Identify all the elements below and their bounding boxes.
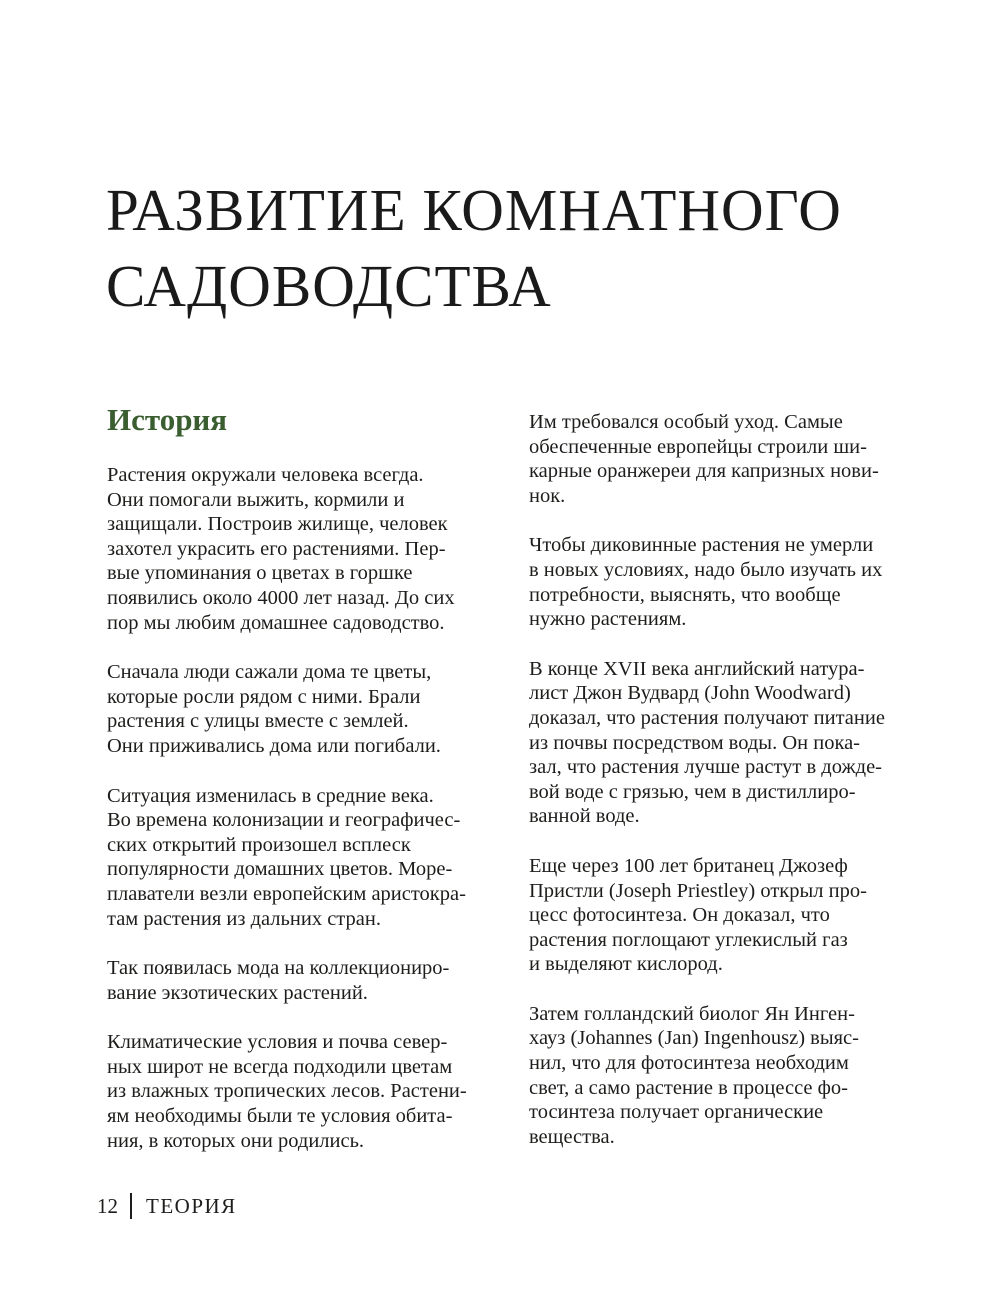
text-line: нужно растениям. — [529, 608, 687, 631]
text-line: Они помогали выжить, кормили и — [107, 488, 405, 511]
text-line: вещества. — [529, 1125, 615, 1148]
text-line: захотел украсить его растениями. Пер- — [107, 537, 446, 560]
text-line: карные оранжереи для капризных нови- — [529, 460, 879, 483]
text-line: Климатические условия и почва север- — [107, 1031, 448, 1054]
paragraph — [107, 1030, 507, 1153]
text-line: свет, а само растение в процессе фо- — [529, 1076, 849, 1099]
paragraph — [107, 660, 507, 758]
text-line: нок. — [529, 484, 566, 507]
text-line: защищали. Построив жилище, человек — [107, 513, 448, 536]
text-line: Растения окружали человека всегда. — [107, 464, 424, 486]
page-footer — [97, 1193, 237, 1219]
text-line: ских открытий произошел всплеск — [107, 833, 411, 856]
text-line: ных широт не всегда подходили цветам — [107, 1055, 453, 1078]
page-title-line: РАЗВИТИЕ КОМНАТНОГО — [106, 177, 842, 243]
text-line: вание экзотических растений. — [107, 981, 368, 1004]
text-line: лист Джон Вудвард (John Woodward) — [529, 682, 851, 705]
text-line: хауз (Johannes (Jan) Ingenhousz) выяс- — [529, 1027, 859, 1050]
text-line: вой воде с грязью, чем в дистиллиро- — [529, 780, 856, 803]
text-line: В конце XVII века английский натура- — [529, 657, 865, 680]
text-line: растения с улицы вместе с землей. — [107, 710, 409, 733]
paragraph — [529, 410, 929, 508]
text-line: которые росли рядом с ними. Брали — [107, 685, 421, 708]
text-line: из почвы посредством воды. Он пока- — [529, 731, 861, 754]
text-line: Во времена колонизации и географичес- — [107, 809, 461, 832]
text-line: Еще через 100 лет британец Джозеф — [529, 854, 848, 877]
paragraph — [107, 463, 507, 635]
text-line: ям необходимы были те условия обита- — [107, 1105, 453, 1128]
text-line: вые упоминания о цветах в горшке — [107, 562, 413, 585]
text-line: Им требовался особый уход. Самые — [529, 411, 843, 433]
page-title-line: САДОВОДСТВА — [106, 253, 552, 319]
text-line: нил, что для фотосинтеза необходим — [529, 1052, 849, 1075]
text-line: Так появилась мода на коллекциониро- — [107, 957, 450, 980]
text-line: Ситуация изменилась в средние века. — [107, 784, 434, 807]
text-line: Сначала люди сажали дома те цветы, — [107, 661, 432, 684]
text-line: растения поглощают углекислый газ — [529, 928, 848, 951]
text-line: популярности домашних цветов. Море- — [107, 858, 453, 881]
text-line: из влажных тропических лесов. Растени- — [107, 1080, 467, 1103]
text-line: цесс фотосинтеза. Он доказал, что — [529, 904, 830, 927]
paragraph — [529, 533, 929, 631]
text-line: Они приживались дома или погибали. — [107, 734, 441, 757]
paragraph — [529, 854, 929, 977]
text-line: тосинтеза получает органические — [529, 1101, 824, 1124]
paragraph — [107, 956, 507, 1005]
paragraph — [529, 657, 929, 829]
right-column — [529, 410, 929, 1174]
text-line: зал, что растения лучше растут в дожде- — [529, 756, 882, 779]
text-line: и выделяют кислород. — [529, 953, 723, 976]
text-line: появились около 4000 лет назад. До сих — [107, 586, 455, 609]
paragraph — [107, 784, 507, 932]
text-line: обеспеченные европейцы строили ши- — [529, 435, 867, 458]
text-line: Пристли (Joseph Priestley) открыл про- — [529, 879, 867, 902]
text-line: Чтобы диковинные растения не умерли — [529, 534, 874, 557]
footer-section-name: ТЕОРИЯ — [146, 1193, 237, 1218]
text-line: ванной воде. — [529, 805, 640, 828]
text-line: плаватели везли европейским аристокра- — [107, 882, 466, 905]
page-number: 12 — [97, 1193, 118, 1218]
text-line: ния, в которых они родились. — [107, 1129, 365, 1152]
text-line: в новых условиях, надо было изучать их — [529, 558, 883, 581]
page-title — [106, 172, 946, 324]
section-heading: История — [107, 402, 228, 437]
text-line: пор мы любим домашнее садоводство. — [107, 611, 445, 634]
paragraph — [529, 1002, 929, 1150]
text-line: доказал, что растения получают питание — [529, 706, 885, 729]
text-line: там растения из дальних стран. — [107, 907, 381, 930]
text-line: потребности, выяснять, что вообще — [529, 583, 841, 606]
left-column — [107, 400, 507, 1178]
text-line: Затем голландский биолог Ян Инген- — [529, 1002, 855, 1025]
